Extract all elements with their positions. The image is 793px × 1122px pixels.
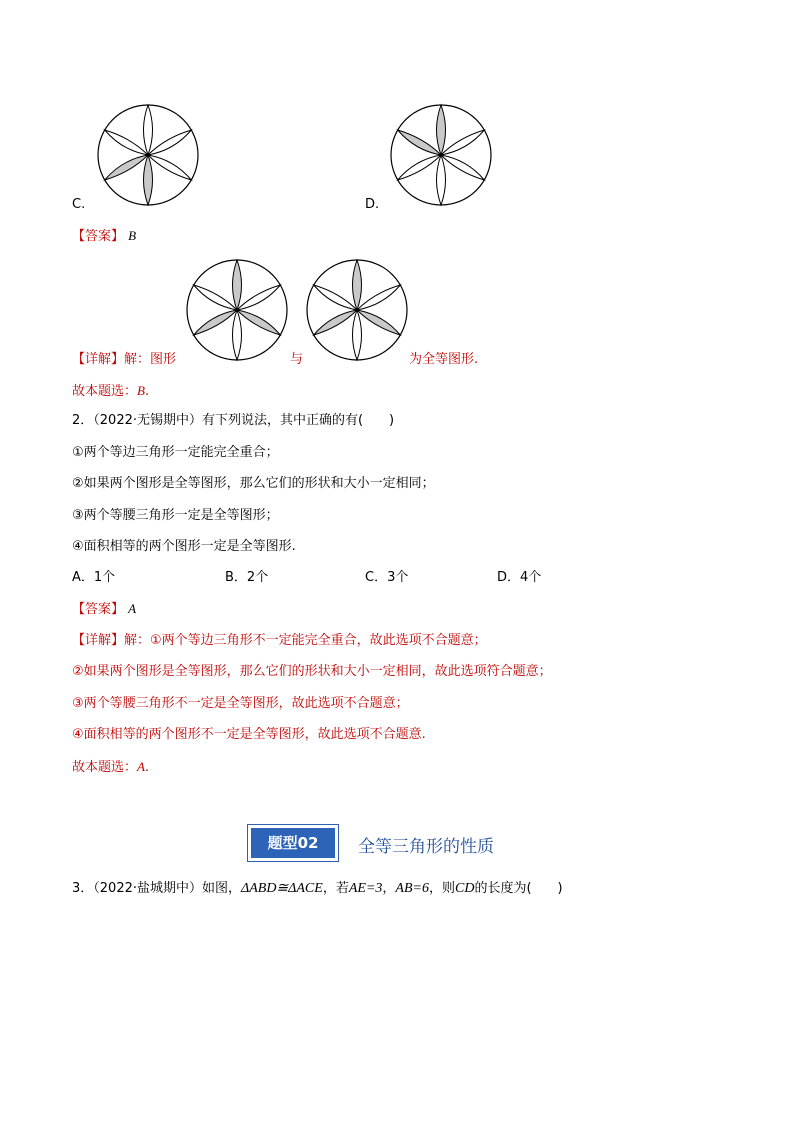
q2-conclusion xyxy=(72,758,149,777)
answer-tag: 【答案】 xyxy=(72,602,125,617)
q2-choice-c: C．3个 xyxy=(365,570,409,585)
q1-answer-line xyxy=(72,227,136,246)
conclusion-value: A xyxy=(137,759,145,774)
q2-answer-line xyxy=(72,600,136,619)
q2-detail-4: ④面积相等的两个图形不一定是全等图形，故此选项不合题意. xyxy=(72,727,426,742)
q2-statement-4: ④面积相等的两个图形一定是全等图形. xyxy=(72,539,296,554)
conclusion-prefix: 故本题选： xyxy=(72,384,138,399)
q2-choice-b: B．2个 xyxy=(225,570,269,585)
q3-suffix: 的长度为( ) xyxy=(474,881,563,896)
q3-mid3: ，则 xyxy=(428,881,455,896)
option-d-label: D. xyxy=(365,197,380,212)
q2-choice-d: D．4个 xyxy=(497,570,542,585)
q2-statement-3: ③两个等腰三角形一定是全等图形； xyxy=(72,508,279,523)
detail-figure-1 xyxy=(185,258,289,362)
option-c-label: C. xyxy=(72,197,86,212)
q2-statement-1: ①两个等边三角形一定能完全重合； xyxy=(72,445,279,460)
q3-congruence: ΔABD≅ΔACE xyxy=(241,881,323,896)
q1-conclusion xyxy=(72,382,149,401)
section-title: 全等三角形的性质 xyxy=(358,837,494,857)
conclusion-end: . xyxy=(144,384,150,399)
q2-detail-1 xyxy=(72,632,487,650)
answer-value: B xyxy=(128,228,137,243)
detail-text: 解：①两个等边三角形不一定能完全重合，故此选项不合题意； xyxy=(124,633,487,648)
q1-detail-line xyxy=(72,351,176,369)
q3-prefix: 3．（2022·盐城期中）如图， xyxy=(72,881,241,896)
q2-detail-3: ③两个等腰三角形不一定是全等图形，故此选项不合题意； xyxy=(72,696,409,711)
section-badge xyxy=(247,824,339,862)
q3-cd: CD xyxy=(455,881,475,896)
detail-suffix: 为全等图形. xyxy=(409,352,479,367)
option-c-figure xyxy=(96,103,200,207)
q2-stem: 2．（2022·无锡期中）有下列说法，其中正确的有( ) xyxy=(72,413,395,428)
q3-mid1: ，若 xyxy=(322,881,349,896)
q2-choice-a: A．1个 xyxy=(72,570,116,585)
q3-ab: AB=6 xyxy=(395,881,429,896)
answer-tag: 【答案】 xyxy=(72,229,125,244)
detail-figure-2 xyxy=(305,258,409,362)
q3-ae: AE=3 xyxy=(348,881,383,896)
section-badge-label: 题型02 xyxy=(251,828,335,858)
answer-value: A xyxy=(128,601,137,616)
conclusion-end: . xyxy=(144,760,150,775)
detail-middle: 与 xyxy=(290,352,304,367)
detail-tag: 【详解】 xyxy=(72,352,125,367)
q3-stem xyxy=(72,880,563,898)
q3-mid2: ， xyxy=(382,881,396,896)
conclusion-value: B xyxy=(137,383,145,398)
q2-detail-2: ②如果两个图形是全等图形，那么它们的形状和大小一定相同，故此选项符合题意； xyxy=(72,664,552,679)
option-d-figure xyxy=(389,103,493,207)
detail-tag: 【详解】 xyxy=(72,633,125,648)
detail-prefix: 解：图形 xyxy=(124,352,177,367)
conclusion-prefix: 故本题选： xyxy=(72,760,138,775)
q2-statement-2: ②如果两个图形是全等图形，那么它们的形状和大小一定相同； xyxy=(72,476,435,491)
